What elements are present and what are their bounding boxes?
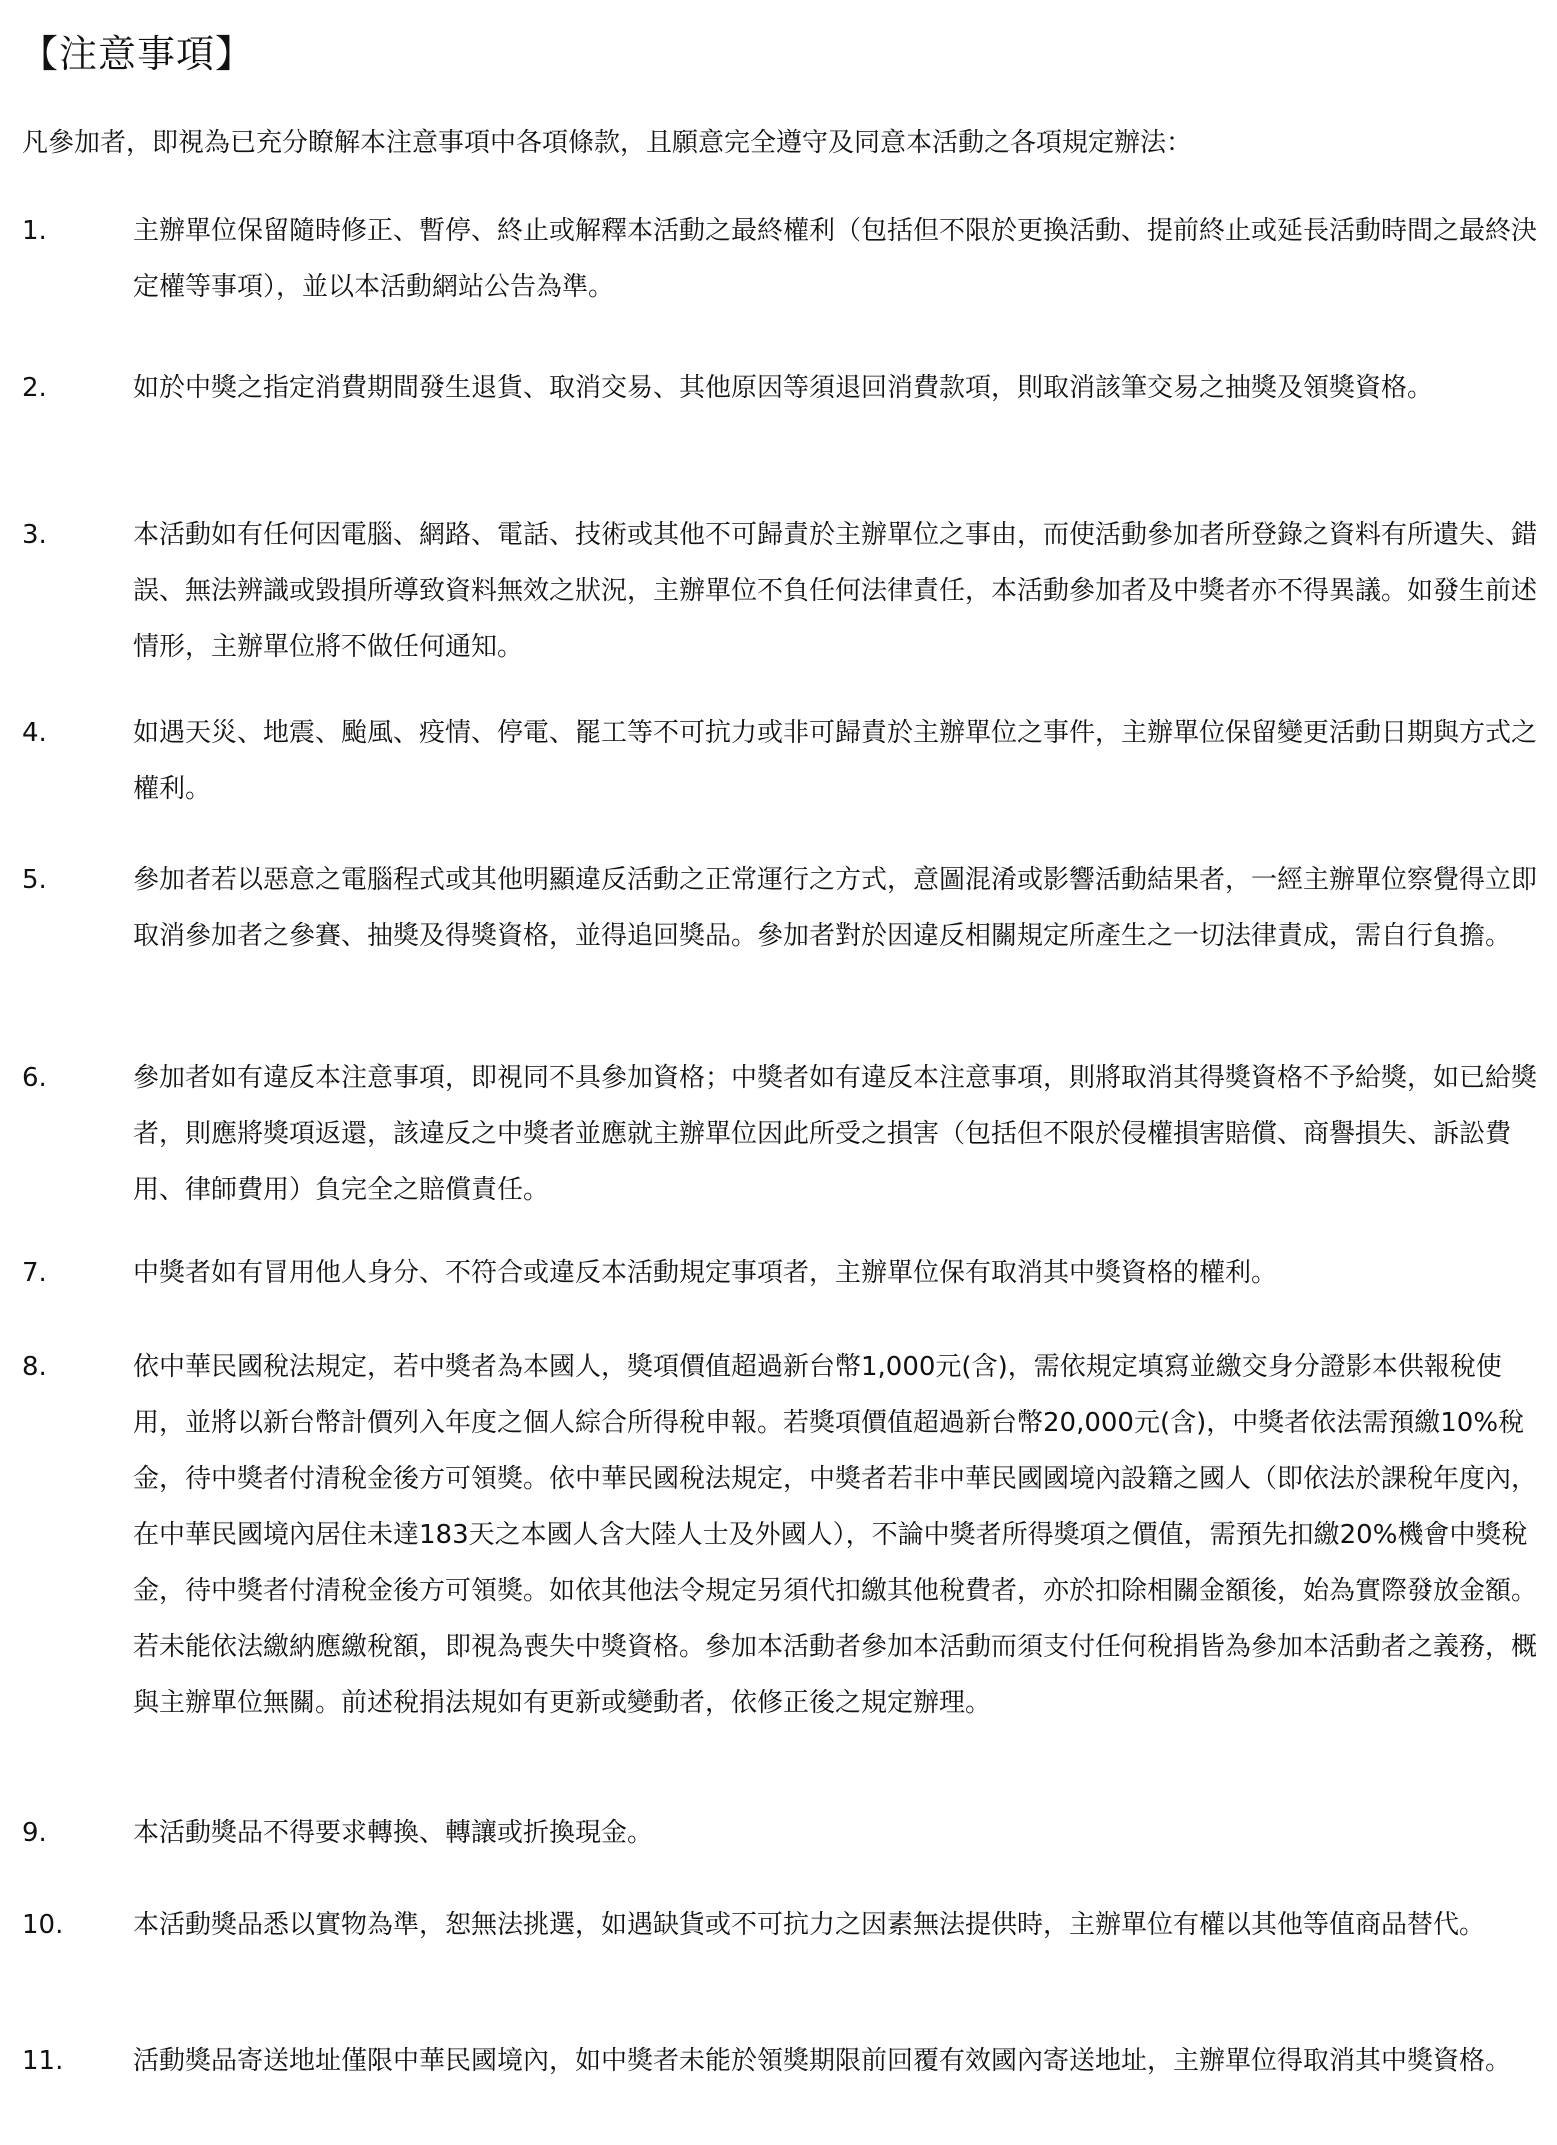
item-text: 本活動獎品悉以實物為準，恕無法挑選，如遇缺貨或不可抗力之因素無法提供時，主辦單位有權以其他等值商品替代。: [133, 1910, 1486, 1940]
item-number: 2.: [22, 373, 47, 403]
item-number: 1.: [22, 216, 47, 246]
item-text: 中獎者如有冒用他人身分、不符合或違反本活動規定事項者，主辦單位保有取消其中獎資格的權利。: [133, 1258, 1278, 1288]
item-number: 4.: [22, 718, 47, 748]
intro-paragraph: 凡參加者，即視為已充分瞭解本注意事項中各項條款，且願意完全遵守及同意本活動之各項規定辦法：: [22, 128, 1193, 158]
item-text: 本活動獎品不得要求轉換、轉讓或折換現金。: [133, 1818, 654, 1848]
item-text: 本活動如有任何因電腦、網路、電話、技術或其他不可歸責於主辦單位之事由，而使活動參加者所登錄之資料有所遺失、錯誤、無法辨識或毀損所導致資料無效之狀況，主辦單位不負任何法律責任，本活動參加者及中獎者亦不得異議。如發生前述情形，主辦單位將不做任何通知。: [133, 520, 1538, 662]
item-text: 活動獎品寄送地址僅限中華民國境內，如中獎者未能於領獎期限前回覆有效國內寄送地址，主辦單位得取消其中獎資格。: [133, 2046, 1512, 2076]
item-text: 如於中獎之指定消費期間發生退貨、取消交易、其他原因等須退回消費款項，則取消該筆交易之抽獎及領獎資格。: [133, 373, 1434, 403]
item-number: 10.: [22, 1910, 64, 1940]
item-text: 如遇天災、地震、颱風、疫情、停電、罷工等不可抗力或非可歸責於主辦單位之事件，主辦單位保留變更活動日期與方式之權利。: [133, 718, 1538, 804]
item-number: 11.: [22, 2046, 64, 2076]
item-number: 9.: [22, 1818, 47, 1848]
item-number: 6.: [22, 1063, 47, 1093]
item-text: 參加者如有違反本注意事項，即視同不具參加資格；中獎者如有違反本注意事項，則將取消其得獎資格不予給獎，如已給獎者，則應將獎項返還，該違反之中獎者並應就主辦單位因此所受之損害（包括但不限於侵權損害賠償、商譽損失、訴訟費用、律師費用）負完全之賠償責任。: [133, 1063, 1538, 1205]
item-text: 參加者若以惡意之電腦程式或其他明顯違反活動之正常運行之方式，意圖混淆或影響活動結果者，一經主辦單位察覺得立即取消參加者之參賽、抽獎及得獎資格，並得追回獎品。參加者對於因違反相關規定所產生之一切法律責成，需自行負擔。: [133, 865, 1538, 951]
page-title: 【注意事項】: [20, 32, 255, 76]
item-text: 依中華民國稅法規定，若中獎者為本國人，獎項價值超過新台幣1,000元(含)，需依規定填寫並繳交身分證影本供報稅使用，並將以新台幣計價列入年度之個人綜合所得稅申報。若獎項價值超過新台幣20,000元(含)，中獎者依法需預繳10%稅金，待中獎者付清稅金後方可領獎。依中華民國稅法規定，中獎者若非中華民國國境內設籍之國人（即依法於課稅年度內，在中華民國境內居住未達183天之本國人含大陸人士及外國人），不論中獎者所得獎項之價值，需預先扣繳20%機會中獎稅金，待中獎者付清稅金後方可領獎。如依其他法令規定另須代扣繳其他稅費者，亦於扣除相關金額後，始為實際發放金額。若未能依法繳納應繳稅額，即視為喪失中獎資格。參加本活動者參加本活動而須支付任何稅捐皆為參加本活動者之義務，概與主辦單位無關。前述稅捐法規如有更新或變動者，依修正後之規定辦理。: [133, 1352, 1538, 1718]
item-number: 3.: [22, 520, 47, 550]
item-number: 8.: [22, 1352, 47, 1382]
item-text: 主辦單位保留隨時修正、暫停、終止或解釋本活動之最終權利（包括但不限於更換活動、提前終止或延長活動時間之最終決定權等事項），並以本活動網站公告為準。: [133, 216, 1538, 302]
item-number: 5.: [22, 865, 47, 895]
item-number: 7.: [22, 1258, 47, 1288]
